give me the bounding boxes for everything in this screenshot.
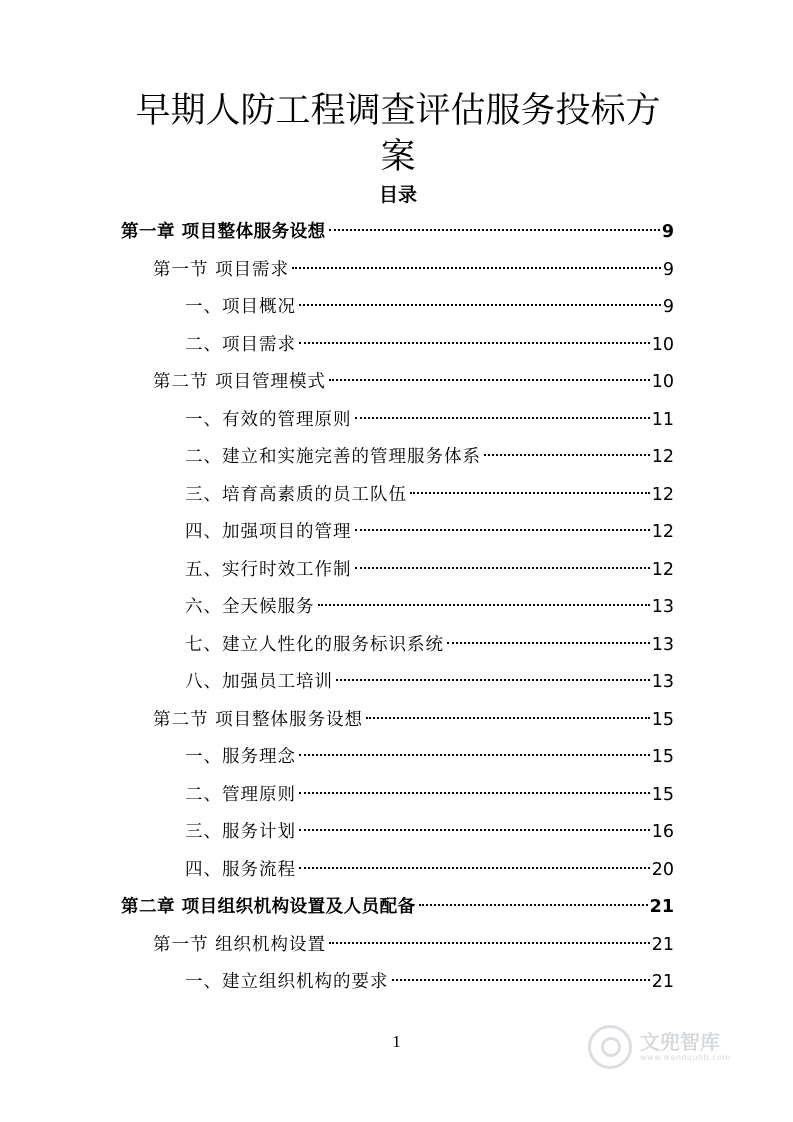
toc-dot-leader: [329, 229, 660, 231]
toc-entry[interactable]: [121, 214, 674, 252]
toc-entry-title: 五、实行时效工作制: [185, 559, 352, 580]
toc-dot-leader: [410, 492, 650, 494]
toc-entry[interactable]: [121, 964, 674, 1002]
toc-dot-leader: [299, 829, 650, 831]
toc-entry-title: 第一节 项目需求: [153, 259, 290, 280]
watermark-text-block: [632, 1031, 731, 1063]
toc-entry-page: 15: [651, 709, 674, 730]
toc-entry-title: 第一章 项目整体服务设想: [121, 222, 326, 242]
toc-entry-page: 13: [651, 634, 674, 655]
toc-entry-title: 第一节 组织机构设置: [153, 934, 327, 955]
toc-entry[interactable]: [121, 702, 674, 740]
toc-entry-title: 二、项目需求: [185, 334, 296, 355]
toc-entry[interactable]: [121, 402, 674, 440]
toc-entry[interactable]: [121, 889, 674, 927]
toc-entry-title: 三、服务计划: [185, 822, 296, 842]
toc-entry-title: 八、加强员工培训: [185, 672, 333, 692]
toc-entry-title: 六、全天候服务: [185, 597, 315, 617]
toc-entry[interactable]: [121, 927, 674, 965]
toc-entry-page: 9: [662, 297, 674, 317]
toc-dot-leader: [292, 267, 661, 269]
toc-entry-page: 15: [651, 784, 674, 805]
toc-entry[interactable]: [121, 289, 674, 327]
toc-entry-page: 12: [651, 559, 674, 580]
toc-entry-page: 10: [651, 372, 674, 392]
toc-dot-leader: [299, 867, 650, 869]
toc-entry[interactable]: [121, 777, 674, 815]
page-number: 1: [392, 1032, 401, 1051]
toc-dot-leader: [484, 454, 650, 456]
toc-entry-page: 9: [661, 222, 674, 242]
watermark: [588, 1019, 758, 1075]
toc-entry[interactable]: [121, 664, 674, 702]
toc-entry[interactable]: [121, 252, 674, 290]
toc-entry-page: 9: [662, 259, 674, 280]
toc-entry-page: 21: [651, 972, 674, 992]
wendou-logo-icon: [588, 1025, 632, 1069]
toc-entry[interactable]: [121, 477, 674, 515]
document-title: 早期人防工程调查评估服务投标方案: [135, 91, 661, 177]
toc-entry-page: 12: [651, 522, 674, 542]
toc-dot-leader: [299, 304, 661, 306]
toc-entry[interactable]: [121, 852, 674, 890]
toc-dot-leader: [355, 417, 650, 419]
watermark-text: 文兜智库: [640, 1030, 720, 1054]
toc-entry-title: 三、培育高素质的员工队伍: [185, 484, 407, 505]
toc-entry-title: 一、项目概况: [185, 297, 296, 317]
toc-dot-leader: [329, 942, 650, 944]
toc-entry-title: 二、管理原则: [185, 784, 296, 805]
toc-entry[interactable]: [121, 364, 674, 402]
toc-dot-leader: [392, 979, 650, 981]
toc-entry-page: 12: [651, 447, 674, 467]
toc-entry[interactable]: [121, 514, 674, 552]
toc-entry-page: 10: [651, 334, 674, 355]
toc-entry-title: 四、服务流程: [185, 859, 296, 880]
table-of-contents: [121, 214, 674, 1002]
toc-entry-page: 13: [651, 672, 674, 692]
watermark-url: www.wendoulib.com: [640, 1053, 731, 1062]
toc-entry-page: 15: [651, 747, 674, 767]
toc-dot-leader: [355, 529, 650, 531]
toc-entry[interactable]: [121, 552, 674, 590]
toc-entry-title: 一、服务理念: [185, 747, 296, 767]
toc-entry[interactable]: [121, 439, 674, 477]
toc-entry-page: 13: [651, 597, 674, 617]
toc-entry-page: 11: [651, 409, 674, 430]
toc-entry[interactable]: [121, 739, 674, 777]
toc-dot-leader: [318, 604, 650, 606]
toc-entry-title: 第二节 项目整体服务设想: [153, 709, 364, 730]
toc-dot-leader: [299, 342, 650, 344]
toc-dot-leader: [336, 679, 650, 681]
toc-entry-page: 12: [651, 484, 674, 505]
toc-entry-title: 二、建立和实施完善的管理服务体系: [185, 447, 481, 467]
toc-entry-title: 第二节 项目管理模式: [153, 372, 327, 392]
toc-entry-page: 20: [651, 859, 674, 880]
toc-entry-page: 21: [651, 934, 674, 955]
toc-dot-leader: [447, 642, 650, 644]
toc-entry[interactable]: [121, 589, 674, 627]
toc-entry-title: 一、建立组织机构的要求: [185, 972, 389, 992]
toc-dot-leader: [299, 792, 650, 794]
toc-dot-leader: [329, 379, 650, 381]
toc-entry-page: 16: [651, 822, 674, 842]
toc-entry[interactable]: [121, 327, 674, 365]
toc-entry-page: 21: [649, 897, 674, 917]
toc-dot-leader: [299, 754, 650, 756]
toc-dot-leader: [419, 904, 648, 906]
toc-heading: 目录: [378, 184, 417, 206]
toc-dot-leader: [366, 717, 650, 719]
toc-dot-leader: [355, 567, 650, 569]
toc-entry-title: 第二章 项目组织机构设置及人员配备: [121, 897, 416, 917]
toc-entry[interactable]: [121, 814, 674, 852]
toc-entry-title: 四、加强项目的管理: [185, 522, 352, 542]
toc-entry-title: 七、建立人性化的服务标识系统: [185, 634, 444, 655]
toc-entry[interactable]: [121, 627, 674, 665]
toc-entry-title: 一、有效的管理原则: [185, 409, 352, 430]
